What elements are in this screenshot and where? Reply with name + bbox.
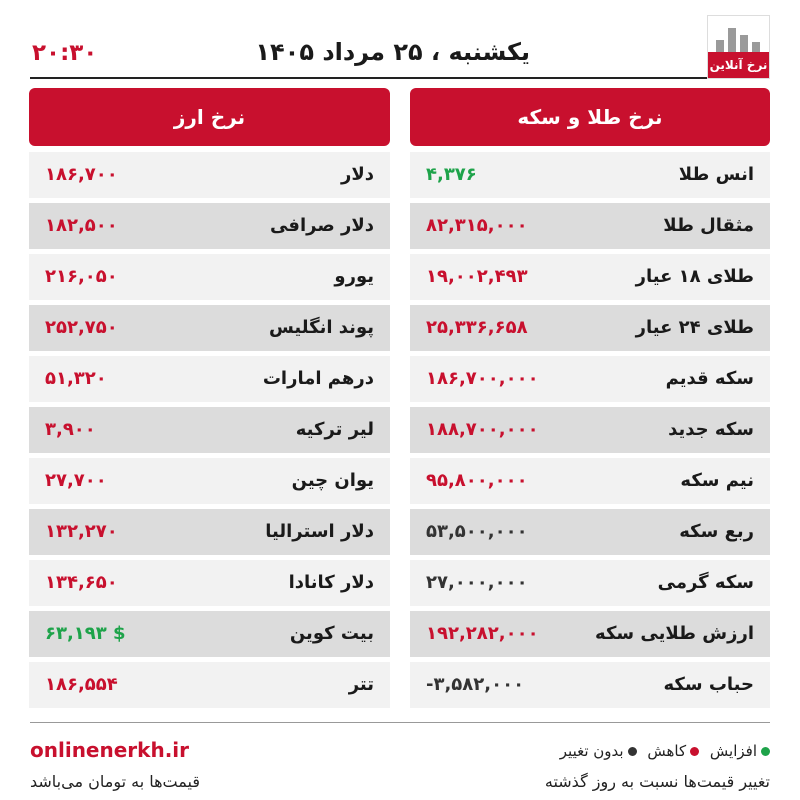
- rate-row: [29, 611, 390, 657]
- rate-value: ۵۱,۳۲۰: [45, 368, 107, 389]
- rate-value: ۴,۳۷۶: [426, 164, 477, 185]
- rate-label: دلار: [340, 164, 374, 185]
- rate-row: [410, 458, 770, 504]
- change-note: تغییر قیمت‌ها نسبت به روز گذشته: [544, 772, 770, 791]
- rate-label: حباب سکه: [663, 674, 754, 695]
- header: [30, 0, 770, 80]
- rate-value: ۸۲,۳۱۵,۰۰۰: [426, 215, 528, 236]
- rate-value: ۲۵,۳۳۶,۶۵۸: [426, 317, 528, 338]
- rate-label: نیم سکه: [680, 470, 754, 491]
- currency-rate-list: [29, 152, 390, 713]
- site-url[interactable]: onlinenerkh.ir: [30, 738, 190, 762]
- green-dot-icon: [761, 747, 770, 756]
- rate-value: ۱۳۴,۶۵۰: [45, 572, 118, 593]
- rate-value: ۱۹,۰۰۲,۴۹۳: [426, 266, 528, 287]
- rate-row: [29, 662, 390, 708]
- rate-row: [29, 203, 390, 249]
- rate-row: [410, 152, 770, 198]
- date-display: یکشنبه ، ۲۵ مرداد ۱۴۰۵: [255, 38, 530, 66]
- rate-row: [410, 356, 770, 402]
- rate-label: طلای ۱۸ عیار: [635, 266, 754, 287]
- legend-decrease: [647, 742, 699, 760]
- rate-value: ۱۸۶,۷۰۰,۰۰۰: [426, 368, 539, 389]
- logo-label: نرخ آنلاین: [708, 52, 769, 78]
- rate-value: ۵۳,۵۰۰,۰۰۰: [426, 521, 528, 542]
- time-display: ۲۰:۳۰: [32, 40, 98, 66]
- rate-label: دلار کانادا: [288, 572, 374, 593]
- rate-label: دلار استرالیا: [265, 521, 374, 542]
- legend-unchanged: [560, 742, 637, 760]
- rate-value: ۱۸۸,۷۰۰,۰۰۰: [426, 419, 539, 440]
- black-dot-icon: [628, 747, 637, 756]
- rate-row: [29, 458, 390, 504]
- rate-label: ربع سکه: [679, 521, 754, 542]
- legend-increase-label: افزایش: [709, 742, 757, 760]
- rate-label: یورو: [334, 266, 374, 287]
- legend-decrease-label: کاهش: [647, 742, 687, 760]
- footer-divider: [30, 722, 770, 723]
- rate-label: سکه جدید: [668, 419, 754, 440]
- rate-value: ۳,۹۰۰: [45, 419, 96, 440]
- rate-label: بیت کوین: [289, 623, 374, 644]
- rate-row: [410, 407, 770, 453]
- rate-row: [410, 560, 770, 606]
- rate-row: [410, 254, 770, 300]
- rate-row: [29, 254, 390, 300]
- rate-label: پوند انگلیس: [268, 317, 374, 338]
- rate-label: انس طلا: [678, 164, 754, 185]
- rate-row: [29, 509, 390, 555]
- rate-value: ۱۳۲,۲۷۰: [45, 521, 118, 542]
- rate-label: یوان چین: [291, 470, 374, 491]
- trend-legend: [554, 742, 770, 760]
- rate-label: سکه گرمی: [657, 572, 754, 593]
- rate-value: ۲۵۲,۷۵۰: [45, 317, 118, 338]
- rate-row: [29, 152, 390, 198]
- rate-label: دلار صرافی: [269, 215, 374, 236]
- unit-note: قیمت‌ها به تومان می‌باشد: [30, 772, 200, 791]
- rate-row: [29, 356, 390, 402]
- rate-value: ۶۳,۱۹۳ $: [45, 623, 126, 644]
- site-logo: [707, 15, 770, 79]
- rate-value: ۲۷,۰۰۰,۰۰۰: [426, 572, 528, 593]
- red-dot-icon: [690, 747, 699, 756]
- rate-label: طلای ۲۴ عیار: [635, 317, 754, 338]
- rate-row: [410, 662, 770, 708]
- chart-bars-icon: [716, 22, 764, 52]
- rate-row: [29, 407, 390, 453]
- rate-row: [29, 305, 390, 351]
- legend-increase: [710, 742, 770, 760]
- gold-rate-list: [410, 152, 770, 713]
- rate-value: ۱۹۲,۲۸۲,۰۰۰: [426, 623, 539, 644]
- rate-value: ۱۸۶,۵۵۴: [45, 674, 118, 695]
- rate-label: سکه قدیم: [665, 368, 754, 389]
- rate-value: ۱۸۶,۷۰۰: [45, 164, 118, 185]
- rate-label: تتر: [348, 674, 374, 695]
- rate-value: ۱۸۲,۵۰۰: [45, 215, 118, 236]
- header-divider: [30, 77, 770, 79]
- rate-value: ۹۵,۸۰۰,۰۰۰: [426, 470, 528, 491]
- rate-row: [29, 560, 390, 606]
- currency-section-title: نرخ ارز: [29, 88, 390, 146]
- rate-value: ۲۱۶,۰۵۰: [45, 266, 118, 287]
- rate-label: مثقال طلا: [663, 215, 754, 236]
- legend-unchanged-label: بدون تغییر: [559, 742, 624, 760]
- gold-section-title: نرخ طلا و سکه: [410, 88, 770, 146]
- rate-value: ۲۷,۷۰۰: [45, 470, 107, 491]
- rate-label: لیر ترکیه: [295, 419, 374, 440]
- rate-row: [410, 203, 770, 249]
- rate-row: [410, 509, 770, 555]
- rate-value: -۳,۵۸۲,۰۰۰: [426, 674, 525, 695]
- rate-row: [410, 305, 770, 351]
- rate-label: درهم امارات: [262, 368, 374, 389]
- rate-row: [410, 611, 770, 657]
- rate-label: ارزش طلایی سکه: [595, 623, 754, 644]
